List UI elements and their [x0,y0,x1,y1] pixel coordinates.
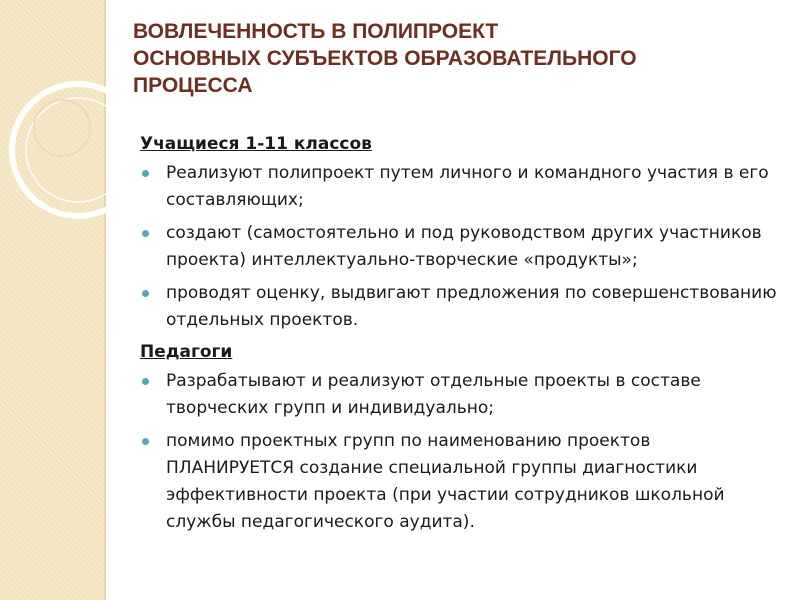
list-item [140,428,780,536]
bullet-text: Реализуют полипроект путем личного и командного участия в его составляющих; [166,163,769,210]
slide-title [133,18,773,99]
bullet-list-students [140,160,780,334]
title-line: ВОВЛЕЧЕННОСТЬ В ПОЛИПРОЕКТ [133,20,499,43]
bullet-list-teachers [140,368,780,536]
bullet-dot-icon [142,230,149,237]
title-line: ПРОЦЕССА [133,74,253,97]
section-heading-teachers: Педагоги [140,342,233,362]
list-item [140,368,780,422]
bullet-text: создают (самостоятельно и под руководством других участников проекта) интеллектуально-творческие «продукты»; [166,223,762,270]
section-heading-students: Учащиеся 1-11 классов [140,134,372,154]
decorative-circles [0,0,140,260]
bullet-text: помимо проектных групп по наименованию проектов ПЛАНИРУЕТСЯ создание специальной группы диагностики эффективности проекта (при участии сотрудников школьной службы педагогического аудита). [166,431,725,532]
title-line: ОСНОВНЫХ СУБЪЕКТОВ ОБРАЗОВАТЕЛЬНОГО [133,47,637,70]
slide-content [140,132,780,542]
bullet-dot-icon [142,378,149,385]
bullet-text: проводят оценку, выдвигают предложения по совершенствованию отдельных проектов. [166,283,777,330]
bullet-text: Разрабатывают и реализуют отдельные проекты в составе творческих групп и индивидуально; [166,371,701,418]
list-item [140,280,780,334]
bullet-dot-icon [142,170,149,177]
list-item [140,220,780,274]
list-item [140,160,780,214]
decorative-ring-small [34,100,90,156]
bullet-dot-icon [142,438,149,445]
bullet-dot-icon [142,290,149,297]
